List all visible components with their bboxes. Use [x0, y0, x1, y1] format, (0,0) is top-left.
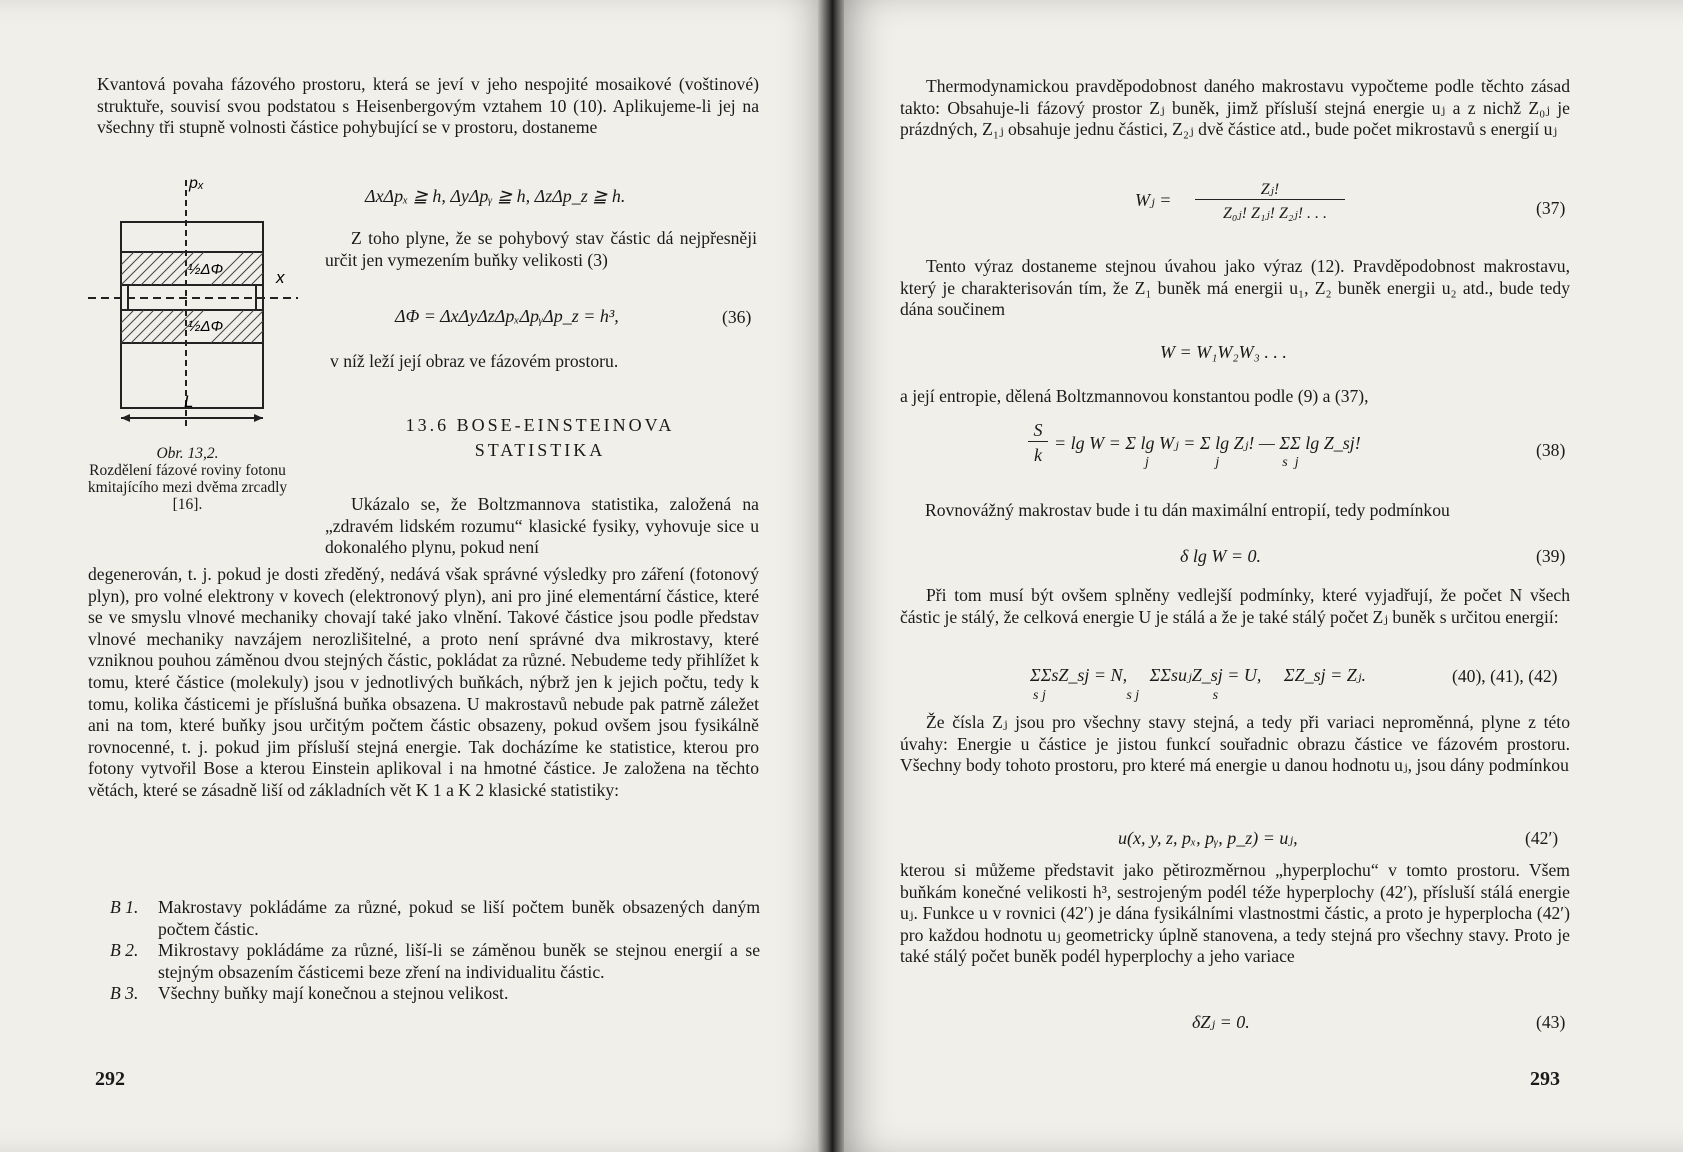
- right-para-2-text: Tento výraz dostaneme stejnou úvahou jako výraz (12). Pravděpodobnost makrostavu, který je charakterisován tím, že Z₁ buněk má energii u₁, Z₂ buněk energii u₂ atd., bude tedy dána součinem: [900, 256, 1570, 320]
- equation-36: ΔΦ = ΔxΔyΔzΔpₓΔpᵧΔp_z = h³,: [395, 306, 619, 326]
- equation-40-42-tag: (40), (41), (42): [1452, 666, 1558, 686]
- postulate-list: [110, 897, 760, 1005]
- equation-38-tag: (38): [1536, 440, 1566, 460]
- right-para-3: a její entropie, dělená Boltzmannovou konstantou podle (9) a (37),: [900, 386, 1369, 406]
- figure-label-l: L: [184, 392, 194, 411]
- phase-plane-figure: [88, 170, 313, 440]
- postulate-b3-label: B 3.: [110, 983, 139, 1004]
- postulate-b1-text: Makrostavy pokládáme za různé, pokud se liší počtem buněk obsazených daným počtem částic.: [158, 897, 760, 939]
- figure-outer-box: [121, 222, 263, 408]
- postulate-b2-label: B 2.: [110, 940, 139, 961]
- right-para-7: [900, 860, 1570, 968]
- uncertainty-equation: ΔxΔpₓ ≧ h, ΔyΔpᵧ ≧ h, ΔzΔp_z ≧ h.: [365, 186, 626, 206]
- intro-text: Kvantová povaha fázového prostoru, která se jeví v jeho nespojité mosaikové (voštinové) struktuře, souvisí svou podstatou s Heisenbergovým vztahem 10 (10). Aplikujeme-li jej na všechny tři stupně volnosti částice pohybující se v prostoru, dostaneme: [97, 74, 759, 138]
- right-para-1-text: Thermodynamickou pravděpodobnost daného makrostavu vypočteme podle těchto zásad takto: Obsahuje-li fázový prostor Zⱼ buněk, jimž přísluší stejná energie uⱼ a z nichž Z₀ⱼ je prázdných, Z₁ⱼ obsahuje jednu částici, Z₂ⱼ dvě částice atd., bude počet mikrostavů s energií uⱼ: [900, 76, 1570, 140]
- postulate-b1-label: B 1.: [110, 897, 139, 917]
- equation-40-42: ΣΣsZ_sj = N, ΣΣsuⱼZ_sj = U, ΣZ_sj = Zⱼ.: [1030, 665, 1367, 685]
- book-gutter: [818, 0, 844, 1152]
- caption-number: Obr. 13,2.: [156, 445, 219, 462]
- figure-label-half-bottom: ½ΔΦ: [188, 318, 224, 335]
- intro-paragraph: [97, 74, 759, 139]
- right-para-4: Rovnovážný makrostav bude i tu dán maximální entropií, tedy podmínkou: [925, 500, 1450, 520]
- right-para-6: [900, 712, 1570, 777]
- equation-38-body: = lg W = Σ lg Wⱼ = Σ lg Zⱼ! — ΣΣ lg Z_sj!: [1054, 433, 1361, 453]
- equation-product: W = W₁W₂W₃ . . .: [1160, 342, 1287, 362]
- equation-36-number: (36): [722, 307, 752, 327]
- postulate-b1: [110, 897, 760, 940]
- equation-40-42-subscripts: s j s j s: [1033, 688, 1219, 703]
- right-page-number: 293: [1530, 1068, 1560, 1090]
- left-page-number: 292: [95, 1068, 125, 1090]
- bose-paragraph-narrow: [325, 494, 759, 559]
- cell-text: Z toho plyne, že se pohybový stav částic dá nejpřesněji určit jen vymezením buňky velikosti (3): [325, 228, 757, 270]
- equation-37-lhs: Wⱼ =: [1135, 190, 1172, 210]
- equation-43-tag: (43): [1536, 1012, 1566, 1032]
- figure-label-half-top: ½ΔΦ: [188, 261, 224, 278]
- right-para-1: [900, 76, 1570, 141]
- cell-paragraph: [325, 228, 757, 271]
- right-para-6-text: Že čísla Zⱼ jsou pro všechny stavy stejná, a tedy při variaci neproměnná, plyne z této úvahy: Energie u částice je jistou funkcí souřadnic obrazu částice ve fázovém prostoru. Všechny body tohoto prostoru, pro které má energie u danou hodnotu uⱼ, jsou dány podmínkou: [900, 712, 1570, 776]
- postulate-b2: [110, 940, 760, 983]
- figure-label-p: pₓ: [189, 175, 204, 192]
- equation-39-tag: (39): [1536, 546, 1566, 566]
- section-heading-line2: STATISTIKA: [474, 440, 606, 460]
- right-page: [830, 0, 1683, 1152]
- equation-42-prime: u(x, y, z, pₓ, pᵧ, p_z) = uⱼ,: [1118, 828, 1298, 848]
- equation-37-tag: (37): [1536, 198, 1566, 218]
- figure-caption: [85, 445, 290, 513]
- right-para-5: [900, 585, 1570, 628]
- bose-paragraph-full: [88, 564, 759, 802]
- right-para-7-text: kterou si můžeme představit jako pětirozměrnou „hyperplochu“ v tomto prostoru. Všem buňkám konečné velikosti h³, sestrojeným podél téže hyperplochy (42′), přísluší stálá energie uⱼ. Funkce u v rovnici (42′) je dána fysikálními vlastnostmi částic, a proto je hyperplocha (42′) pro každou hodnotu uⱼ geometricky úplně stanovena, a tedy stejná pro všechny stavy. Proto je také stálý počet buněk podél hyperplochy a jeho variace: [900, 860, 1570, 967]
- image-paragraph: v níž leží její obraz ve fázovém prostoru.: [330, 351, 619, 371]
- right-para-5-text: Při tom musí být ovšem splněny vedlejší podmínky, které vyjadřují, že počet N všech částic je stálý, že celková energie U je stálá a že je také stálý počet Zⱼ buněk s určitou energií:: [900, 585, 1570, 627]
- postulate-b3-text: Všechny buňky mají konečnou a stejnou velikost.: [158, 983, 509, 1004]
- equation-38-k: k: [1034, 445, 1042, 465]
- equation-39: δ lg W = 0.: [1180, 546, 1262, 566]
- equation-37-denominator: Z₀ⱼ! Z₁ⱼ! Z₂ⱼ! . . .: [1222, 205, 1328, 222]
- postulate-b3: [110, 983, 760, 1005]
- equation-42-prime-tag: (42′): [1525, 828, 1559, 848]
- equation-37-numerator: Zⱼ!: [1195, 179, 1345, 200]
- equation-38-s: S: [1028, 420, 1048, 442]
- bose-text-full: degenerován, t. j. pokud je dosti zředěný, nedává však správné výsledky pro záření (fotonový plyn), pro volné elektrony v kovech (elektronový plyn), ani pro jiné elementární částice, které se ve smyslu vlnové mechaniky chovají také jako vlnění. Takové částice jsou podle představ vlnové mechaniky navzájem nerozlišitelné, a proto není správné dva mikrostavy, které vzniknou pouhou záměnou dvou stejných částic, pokládat za různé. Nebudeme tedy přihlížet k tomu, které částice (molekuly) jsou v jednotlivých buňkách, nýbrž jen k jejich počtu, tedy k tomu, kolika částicemi je příslušná buňka obsazena. U makrostavů nebude pak patrně záležet ani na tom, které buňky jsou určitým počtem částic obsazeny, pokud ovšem jsou fysikálně rovnocenné, t. j. pokud jim přísluší stejná energie. Tak docházíme ke statistice, kterou pro fotony vytvořil Bose a kterou Einstein aplikoval i na hmotné částice. Je založena na těchto větách, které se zásadně liší od základních vět K 1 a K 2 klasické statistiky:: [88, 564, 759, 800]
- right-para-2: [900, 256, 1570, 321]
- equation-38-subscripts: j j s j: [1145, 455, 1299, 470]
- left-page: [0, 0, 830, 1152]
- equation-43: δZⱼ = 0.: [1192, 1012, 1250, 1032]
- section-heading-line1: 13.6 BOSE-EINSTEINOVA: [405, 415, 675, 435]
- figure-label-x: x: [276, 268, 285, 287]
- bose-text-narrow: Ukázalo se, že Boltzmannova statistika, založená na „zdravém lidském rozumu“ klasické fysiky, vyhovuje sice u dokonalého plynu, pokud není: [325, 494, 759, 558]
- section-heading: [340, 415, 740, 461]
- caption-text: Rozdělení fázové roviny fotonu kmitajícího mezi dvěma zrcadly [16].: [87, 462, 288, 513]
- postulate-b2-text: Mikrostavy pokládáme za různé, liší-li se záměnou buněk se stejnou energií a se stejným obsazením částicemi beze zření na individualitu částic.: [158, 940, 760, 982]
